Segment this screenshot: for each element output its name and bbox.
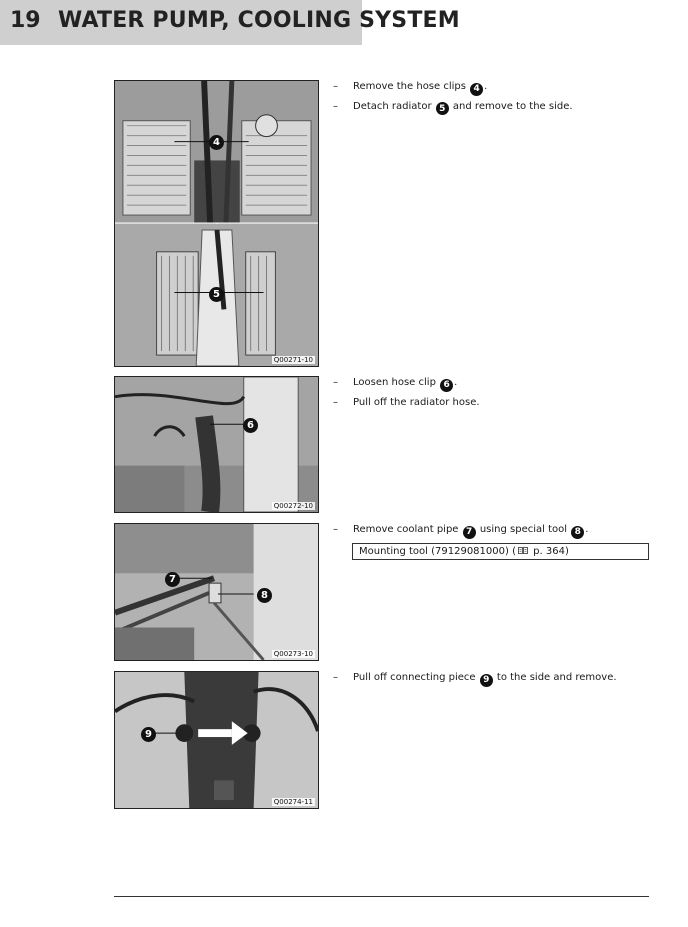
callout-5: 5	[209, 287, 224, 302]
steps-block-4	[333, 671, 653, 691]
inline-callout-5: 5	[436, 102, 449, 115]
step-detach-radiator: – Detach radiator 5 and remove to the side.	[333, 100, 573, 114]
steps-block-2	[333, 376, 653, 414]
inline-callout-7: 7	[463, 526, 476, 539]
radiator-photo	[115, 81, 318, 366]
figure-connecting-piece	[114, 671, 319, 809]
callout-4: 4	[209, 135, 224, 150]
coolant-pipe-photo	[115, 524, 318, 660]
figure-radiator-hose-clips	[114, 80, 319, 367]
inline-callout-6: 6	[440, 379, 453, 392]
inline-callout-4: 4	[470, 83, 483, 96]
steps-block-3	[333, 523, 653, 543]
figure-code: Q00274-11	[273, 798, 313, 806]
special-tool-reference: Mounting tool (79129081000) ( p. 364)	[352, 543, 649, 560]
inline-callout-8: 8	[571, 526, 584, 539]
book-reference-icon	[518, 547, 528, 554]
callout-9: 9	[141, 727, 156, 742]
figure-code: Q00272-10	[273, 502, 313, 510]
figure-hose-clip	[114, 376, 319, 513]
step-pull-off-radiator-hose: – Pull off the radiator hose.	[333, 396, 480, 408]
callout-8: 8	[257, 588, 272, 603]
page-reference-link[interactable]: p. 364)	[529, 546, 569, 557]
chapter-header	[0, 0, 460, 45]
footer-divider	[114, 896, 649, 897]
step-loosen-hose-clip: – Loosen hose clip 6 .	[333, 377, 458, 390]
steps-block-1	[333, 80, 653, 119]
callout-7: 7	[165, 572, 180, 587]
step-pull-off-connecting-piece: – Pull off connecting piece 9 to the side and remove.	[333, 672, 617, 685]
callout-6: 6	[243, 418, 258, 433]
figure-code: Q00273-10	[273, 650, 313, 658]
inline-callout-9: 9	[480, 674, 493, 687]
step-remove-coolant-pipe: – Remove coolant pipe 7 using special tool 8 .	[333, 524, 589, 537]
chapter-number: 19	[10, 8, 41, 33]
figure-coolant-pipe	[114, 523, 319, 661]
step-remove-hose-clips: – Remove the hose clips 4 .	[333, 81, 488, 94]
chapter-title: WATER PUMP, COOLING SYSTEM	[58, 8, 460, 33]
hose-clip-photo	[115, 377, 318, 512]
figure-code: Q00271-10	[273, 356, 313, 364]
